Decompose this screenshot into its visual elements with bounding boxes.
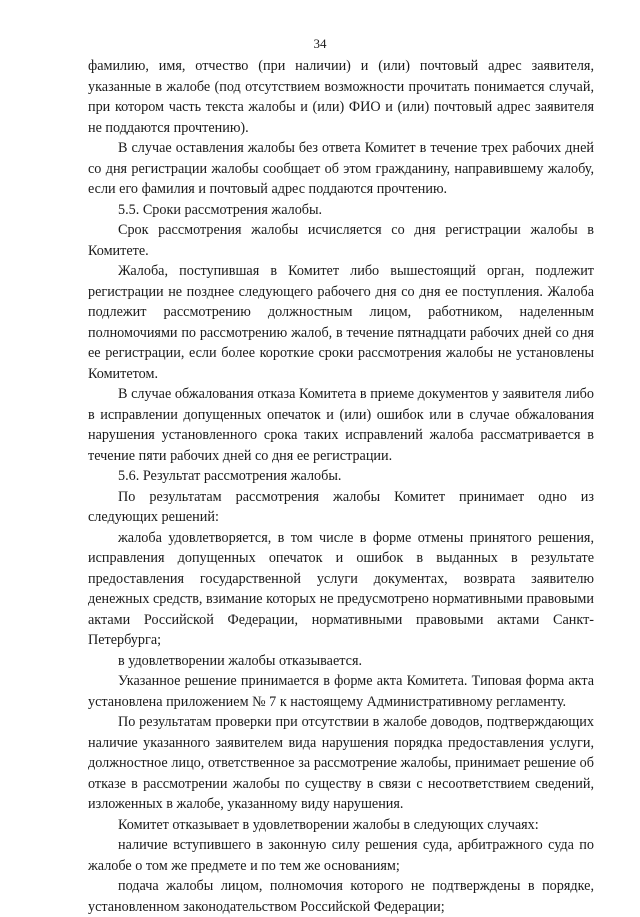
paragraph-11: Комитет отказывает в удовлетворении жалобы в следующих случаях:	[118, 816, 539, 833]
paragraph-4: Жалоба, поступившая в Комитет либо вышестоящий орган, подлежит регистрации не позднее следующего рабочего дня со дня ее поступления. Жалоба подлежит рассмотрению должностным лицом, работником, наделенным полномочиями по рассмотрению жалоб, в течение пятнадцати рабочих дней со дня ее регистрации, если более короткие сроки рассмотрения жалобы не установлены Комитетом.	[88, 263, 594, 382]
paragraph-13: подача жалобы лицом, полномочия которого не подтверждены в порядке, установленном законодательством Российской Федерации;	[88, 878, 594, 915]
paragraph-7: жалоба удовлетворяется, в том числе в форме отмены принятого решения, исправления допущенных опечаток и ошибок в выданных в результате предоставления государственной услуги документах, возврата заявителю денежных средств, взимание которых не предусмотрено нормативными правовыми актами Российской Федерации, нормативными правовыми актами Санкт-Петербурга;	[88, 529, 594, 648]
paragraph-1: фамилию, имя, отчество (при наличии) и (или) почтовый адрес заявителя, указанные в жалобе (под отсутствием возможности прочитать понимается случай, при котором часть текста жалобы и (или) ФИО и (или) почтовый адрес заявителя не поддаются прочтению).	[88, 58, 594, 136]
paragraph-8: в удовлетворении жалобы отказывается.	[118, 652, 363, 669]
paragraph-6: По результатам рассмотрения жалобы Комитет принимает одно из следующих решений:	[88, 488, 594, 525]
section-heading-5-6: 5.6. Результат рассмотрения жалобы.	[118, 468, 342, 484]
page-number: 34	[313, 36, 327, 51]
paragraph-9: Указанное решение принимается в форме акта Комитета. Типовая форма акта установлена приложением № 7 к настоящему Административному регламенту.	[88, 673, 594, 710]
paragraph-10: По результатам проверки при отсутствии в жалобе доводов, подтверждающих наличие указанного заявителем вида нарушения порядка предоставления услуги, должностное лицо, ответственное за рассмотрение жалобы, принимает решение об отказе в рассмотрении жалобы по существу в связи с несоответствием сведений, изложенных в жалобе, указанному виду нарушения.	[88, 714, 594, 812]
paragraph-3: Срок рассмотрения жалобы исчисляется со дня регистрации жалобы в Комитете.	[88, 222, 594, 259]
paragraph-2: В случае оставления жалобы без ответа Комитет в течение трех рабочих дней со дня регистрации жалобы сообщает об этом гражданину, направившему жалобу, если его фамилия и почтовый адрес поддаются прочтению.	[88, 140, 594, 197]
paragraph-5: В случае обжалования отказа Комитета в приеме документов у заявителя либо в исправлении допущенных опечаток и (или) ошибок или в случае обжалования нарушения установленного срока таких исправлений жалоба рассматривается в течение пяти рабочих дней со дня ее регистрации.	[88, 386, 594, 464]
section-heading-5-5: 5.5. Сроки рассмотрения жалобы.	[118, 201, 323, 218]
document-body	[88, 56, 594, 917]
paragraph-12: наличие вступившего в законную силу решения суда, арбитражного суда по жалобе о том же предмете и по тем же основаниям;	[88, 837, 594, 874]
